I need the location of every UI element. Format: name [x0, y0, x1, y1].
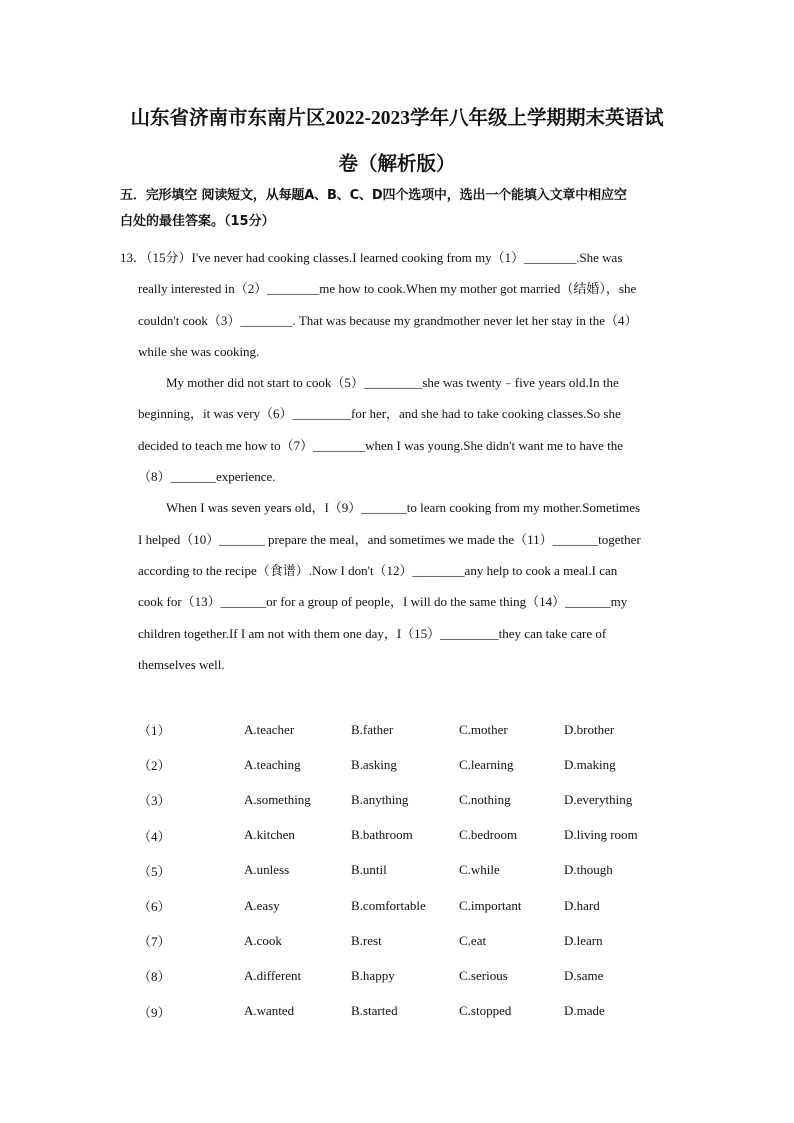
passage-line: cook for（13）_______or for a group of people，I will do the same thing（14）_______my [138, 594, 628, 610]
question-number: （7） [138, 934, 171, 950]
passage-line: really interested in（2）________me how to cook.When my mother got married（结婚），she [138, 281, 637, 297]
option-a: A.teacher [244, 721, 295, 737]
option-a: A.kitchen [244, 827, 295, 843]
option-row [138, 712, 678, 747]
title-line-1: 山东省济南市东南片区2022-2023学年八年级上学期期末英语试 [130, 108, 664, 129]
option-c: C.learning [459, 756, 514, 772]
section-line-2: 白处的最佳答案。（15分） [120, 214, 275, 229]
passage-line: children together.If I am not with them one day，I（15）_________they can take care of [138, 625, 607, 641]
option-row [138, 747, 678, 782]
question-number: （5） [138, 863, 171, 879]
passage-line: beginning，it was very（6）_________for her，and she had to take cooking classes.So she [138, 406, 621, 422]
option-a: A.easy [244, 897, 280, 913]
option-row [138, 923, 678, 958]
option-d: D.brother [564, 721, 615, 737]
option-b: B.until [351, 862, 387, 878]
option-b: B.bathroom [351, 827, 413, 843]
option-b: B.anything [351, 791, 409, 807]
option-b: B.asking [351, 756, 397, 772]
passage-line: My mother did not start to cook（5）_________she was twenty﹣five years old.In the [166, 375, 619, 391]
option-d: D.though [564, 862, 613, 878]
passage-line: 13．（15分）I've never had cooking classes.I learned cooking from my（1）________.She was [120, 250, 623, 265]
option-d: D.learn [564, 932, 603, 948]
option-d: D.everything [564, 791, 633, 807]
option-c: C.eat [459, 932, 487, 948]
option-a: A.cook [244, 932, 282, 948]
question-number: （8） [138, 969, 171, 985]
question-number: （2） [138, 758, 171, 774]
option-c: C.bedroom [459, 827, 518, 843]
option-row [138, 782, 678, 817]
option-row [138, 818, 678, 853]
section-instructions [120, 183, 676, 235]
option-a: A.teaching [244, 756, 301, 772]
option-a: A.wanted [244, 1003, 295, 1019]
passage-line: decided to teach me how to（7）________when I was young.She didn't want me to have the [138, 437, 624, 453]
passage-line: couldn't cook（3）________. That was because my grandmother never let her stay in the（4） [138, 312, 638, 328]
option-b: B.rest [351, 932, 382, 948]
option-d: D.made [564, 1003, 605, 1019]
question-number: （9） [138, 1004, 171, 1020]
cloze-passage [120, 242, 676, 680]
passage-line: When I was seven years old，I（9）_______to learn cooking from my mother.Sometimes [166, 500, 641, 516]
option-row [138, 888, 678, 923]
option-c: C.stopped [459, 1003, 512, 1019]
passage-line: I helped（10）_______ prepare the meal，and sometimes we made the（11）_______together [138, 531, 641, 547]
option-a: A.different [244, 967, 302, 983]
option-c: C.serious [459, 967, 508, 983]
option-row [138, 994, 678, 1029]
question-number: （6） [138, 899, 171, 915]
question-number: （3） [138, 793, 171, 809]
option-c: C.nothing [459, 791, 511, 807]
option-d: D.making [564, 756, 616, 772]
option-a: A.something [244, 791, 311, 807]
option-a: A.unless [244, 862, 290, 878]
passage-line: according to the recipe（食谱）.Now I don't（12）________any help to cook a meal.I can [138, 562, 618, 578]
passage-line: themselves well. [138, 656, 225, 672]
option-row [138, 958, 678, 993]
option-c: C.while [459, 862, 500, 878]
option-b: B.happy [351, 967, 395, 983]
title-line-2: 卷（解析版） [338, 154, 456, 175]
passage-line: （8）_______experience. [138, 469, 276, 485]
option-c: C.mother [459, 721, 508, 737]
options-table [138, 712, 678, 1029]
option-d: D.living room [564, 827, 638, 843]
passage-line: while she was cooking. [138, 343, 260, 359]
option-d: D.same [564, 967, 604, 983]
option-b: B.comfortable [351, 897, 426, 913]
question-number: （1） [138, 723, 171, 739]
option-b: B.started [351, 1003, 398, 1019]
option-row [138, 853, 678, 888]
question-number: （4） [138, 828, 171, 844]
option-b: B.father [351, 721, 394, 737]
page-title [110, 96, 684, 188]
section-line-1: 五．完形填空 阅读短文，从每题A、B、C、D四个选项中，选出一个能填入文章中相应空 [120, 188, 627, 203]
option-d: D.hard [564, 897, 600, 913]
option-c: C.important [459, 897, 522, 913]
